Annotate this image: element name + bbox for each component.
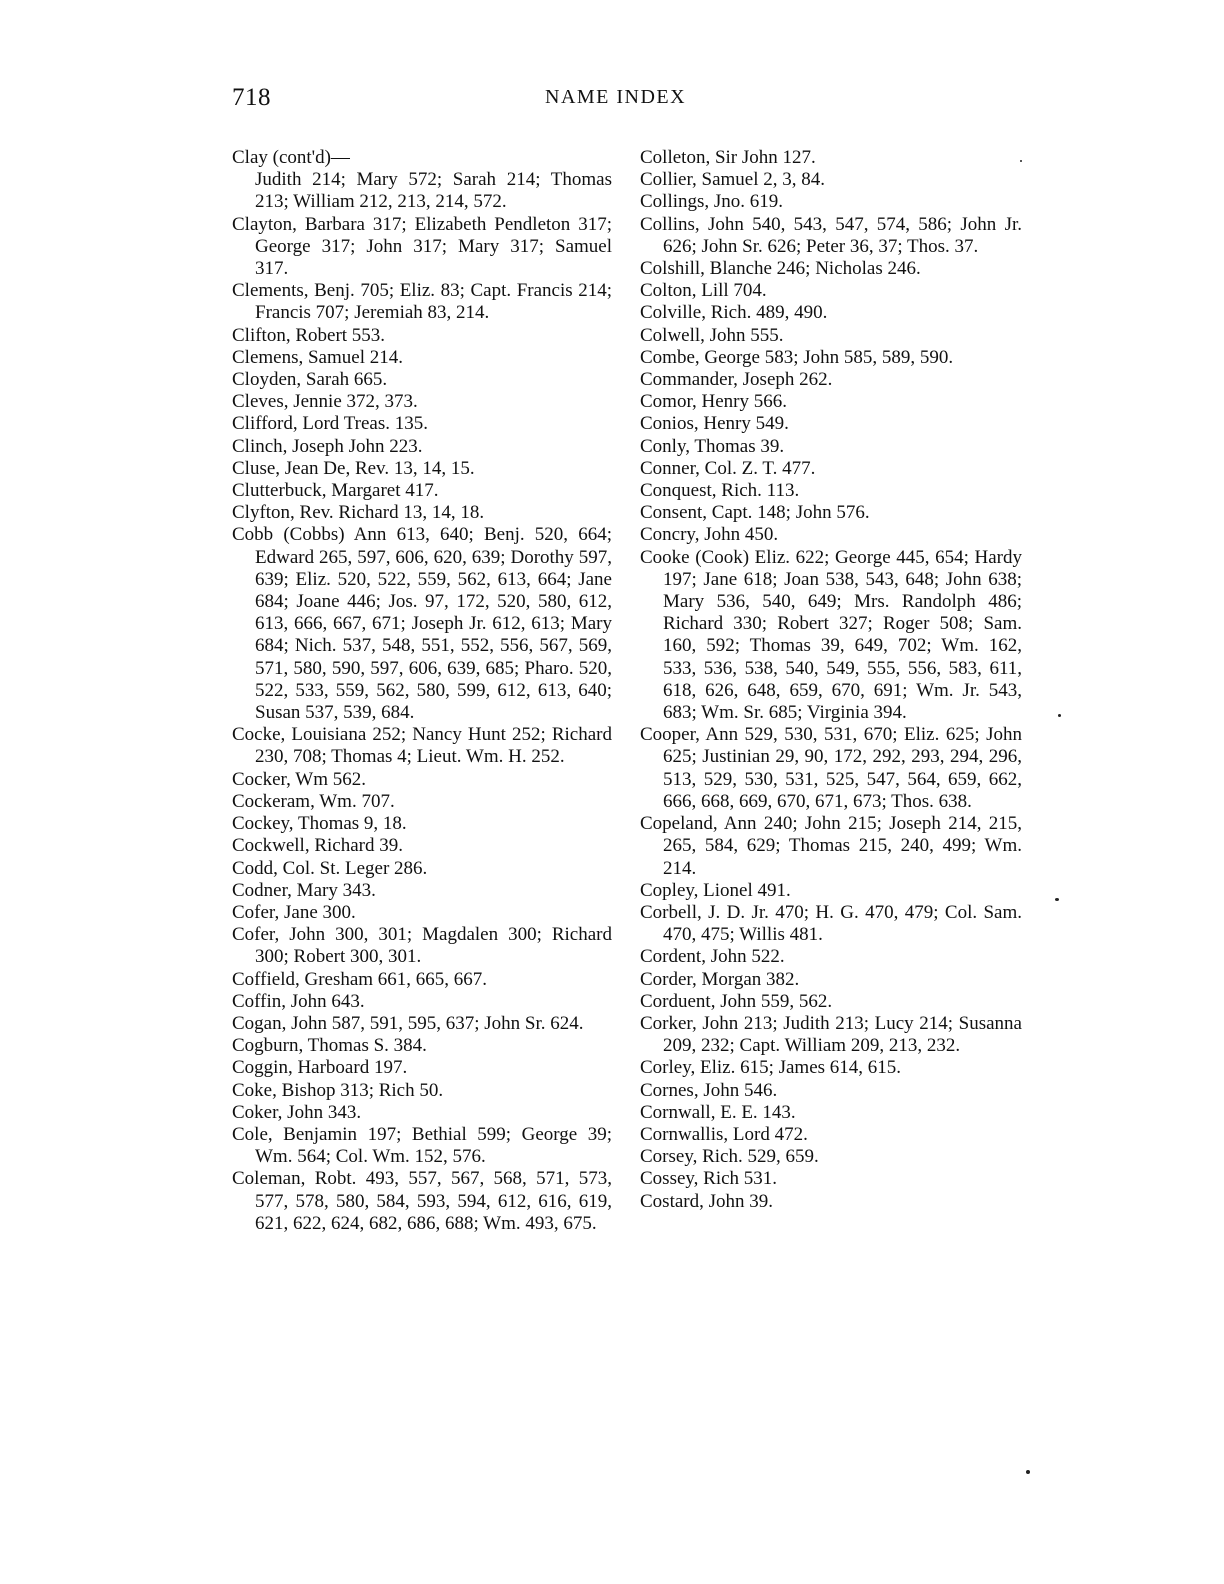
index-entry: Cloyden, Sarah 665. [232, 369, 388, 391]
index-entry: Corsey, Rich. 529, 659. [640, 1146, 819, 1168]
index-entry: Cocker, Wm 562. [232, 768, 366, 790]
index-entry: Concry, John 450. [640, 524, 779, 546]
index-entry: Cofer, John 300, 301; Magdalen 300; Richard 300; Robert 300, 301. [232, 924, 612, 968]
scan-speck [1020, 160, 1022, 162]
index-entry: Cooke (Cook) Eliz. 622; George 445, 654; Hardy 197; Jane 618; Joan 538, 543, 648; John 638; Mary 536, 540, 649; Mrs. Randolph 486; Richard 330; Robert 327; Roger 508; Sam. 160, 592; Thomas 39, 649, 702; Wm. 162, 533, 536, 538, 540, 549, 555, 556, 583, 611, 618, 626, 648, 659, 670, 691; Wm. Jr. 543, 683; Wm. Sr. 685; Virginia 394. [640, 546, 1022, 724]
index-entry: Judith 214; Mary 572; Sarah 214; Thomas 213; William 212, 213, 214, 572. [255, 169, 612, 213]
index-entry: Cobb (Cobbs) Ann 613, 640; Benj. 520, 664; Edward 265, 597, 606, 620, 639; Dorothy 597, 639; Eliz. 520, 522, 559, 562, 613, 664; Jane 684; Joane 446; Jos. 97, 172, 520, 580, 612, 613, 666, 667, 671; Joseph Jr. 612, 613; Mary 684; Nich. 537, 548, 551, 552, 556, 567, 569, 571, 580, 590, 597, 606, 639, 685; Pharo. 520, 522, 533, 559, 562, 580, 599, 612, 613, 640; Susan 537, 539, 684. [232, 524, 612, 724]
index-entry: Corley, Eliz. 615; James 614, 615. [640, 1057, 902, 1079]
index-entry: Coffield, Gresham 661, 665, 667. [232, 968, 488, 990]
index-entry: Codner, Mary 343. [232, 879, 376, 901]
index-entry: Commander, Joseph 262. [640, 369, 833, 391]
index-entry: Clinch, Joseph John 223. [232, 435, 423, 457]
index-entry: Coffin, John 643. [232, 990, 365, 1012]
index-entry: Coker, John 343. [232, 1101, 362, 1123]
index-entry: Comor, Henry 566. [640, 391, 787, 413]
index-entry: Cornwallis, Lord 472. [640, 1123, 808, 1145]
index-entry: Cossey, Rich 531. [640, 1168, 778, 1190]
index-entry: Copeland, Ann 240; John 215; Joseph 214, 215, 265, 584, 629; Thomas 215, 240, 499; Wm. 214. [640, 813, 1022, 879]
index-entry: Cogan, John 587, 591, 595, 637; John Sr. 624. [232, 1012, 584, 1034]
index-entry: Collins, John 540, 543, 547, 574, 586; John Jr. 626; John Sr. 626; Peter 36, 37; Thos. 37. [640, 213, 1022, 257]
index-entry: Corker, John 213; Judith 213; Lucy 214; Susanna 209, 232; Capt. William 209, 213, 232. [640, 1012, 1022, 1057]
index-entry: Collier, Samuel 2, 3, 84. [640, 169, 825, 191]
index-entry: Clayton, Barbara 317; Elizabeth Pendleton 317; George 317; John 317; Mary 317; Samuel 317. [232, 213, 612, 280]
index-entry: Collings, Jno. 619. [640, 191, 784, 213]
index-entry: Cleves, Jennie 372, 373. [232, 391, 418, 413]
index-entry: Conios, Henry 549. [640, 413, 789, 435]
index-entry: Cordent, John 522. [640, 946, 785, 968]
index-entry: Combe, George 583; John 585, 589, 590. [640, 346, 954, 368]
index-entry: Cooper, Ann 529, 530, 531, 670; Eliz. 625; John 625; Justinian 29, 90, 172, 292, 293, 294, 296, 513, 529, 530, 531, 525, 547, 564, 659, 662, 666, 668, 669, 670, 671, 673; Thos. 638. [640, 724, 1022, 812]
index-entry: Cockwell, Richard 39. [232, 835, 403, 857]
index-entry: Costard, John 39. [640, 1190, 773, 1212]
index-entry: Cogburn, Thomas S. 384. [232, 1035, 427, 1057]
index-entry: Cocke, Louisiana 252; Nancy Hunt 252; Richard 230, 708; Thomas 4; Lieut. Wm. H. 252. [232, 724, 612, 768]
index-entry: Codd, Col. St. Leger 286. [232, 857, 428, 879]
page-title: NAME INDEX [545, 86, 687, 108]
index-entry: Cole, Benjamin 197; Bethial 599; George 39; Wm. 564; Col. Wm. 152, 576. [232, 1123, 612, 1168]
index-entry: Cornwall, E. E. 143. [640, 1101, 796, 1123]
index-column-right [640, 147, 1022, 1213]
index-entry: Conner, Col. Z. T. 477. [640, 457, 816, 479]
index-entry: Cornes, John 546. [640, 1079, 778, 1101]
index-entry: Conquest, Rich. 113. [640, 480, 800, 502]
scan-speck [1055, 898, 1059, 901]
index-column-left [232, 147, 612, 1235]
index-entry: Clifford, Lord Treas. 135. [232, 413, 428, 435]
index-entry: Clements, Benj. 705; Eliz. 83; Capt. Francis 214; Francis 707; Jeremiah 83, 214. [232, 280, 612, 324]
index-entry: Consent, Capt. 148; John 576. [640, 502, 870, 524]
scan-speck [1026, 1470, 1030, 1474]
index-entry: Colton, Lill 704. [640, 280, 767, 302]
index-entry: Corder, Morgan 382. [640, 968, 800, 990]
index-entry: Clifton, Robert 553. [232, 324, 386, 346]
index-entry: Cofer, Jane 300. [232, 901, 356, 923]
index-entry: Colville, Rich. 489, 490. [640, 302, 828, 324]
index-entry: Cockey, Thomas 9, 18. [232, 813, 407, 835]
index-entry: Cockeram, Wm. 707. [232, 790, 395, 812]
index-entry: Coggin, Harboard 197. [232, 1057, 408, 1079]
page-number: 718 [232, 84, 271, 111]
scan-speck [1058, 714, 1061, 717]
index-entry: Copley, Lionel 491. [640, 879, 791, 901]
index-entry: Coleman, Robt. 493, 557, 567, 568, 571, 573, 577, 578, 580, 584, 593, 594, 612, 616, 619, 621, 622, 624, 682, 686, 688; Wm. 493, 675. [232, 1168, 612, 1234]
index-entry: Clemens, Samuel 214. [232, 346, 403, 368]
index-entry: Colshill, Blanche 246; Nicholas 246. [640, 258, 921, 280]
index-entry: Clyfton, Rev. Richard 13, 14, 18. [232, 502, 485, 524]
index-entry: Colleton, Sir John 127. [640, 147, 816, 168]
index-entry: Clutterbuck, Margaret 417. [232, 480, 439, 502]
index-entry: Coke, Bishop 313; Rich 50. [232, 1079, 444, 1101]
index-entry: Clay (cont'd)— [232, 147, 350, 168]
index-entry: Corduent, John 559, 562. [640, 990, 833, 1012]
index-entry: Conly, Thomas 39. [640, 435, 785, 457]
index-entry: Cluse, Jean De, Rev. 13, 14, 15. [232, 457, 475, 479]
index-entry: Corbell, J. D. Jr. 470; H. G. 470, 479; Col. Sam. 470, 475; Willis 481. [640, 901, 1022, 946]
index-entry: Colwell, John 555. [640, 324, 784, 346]
